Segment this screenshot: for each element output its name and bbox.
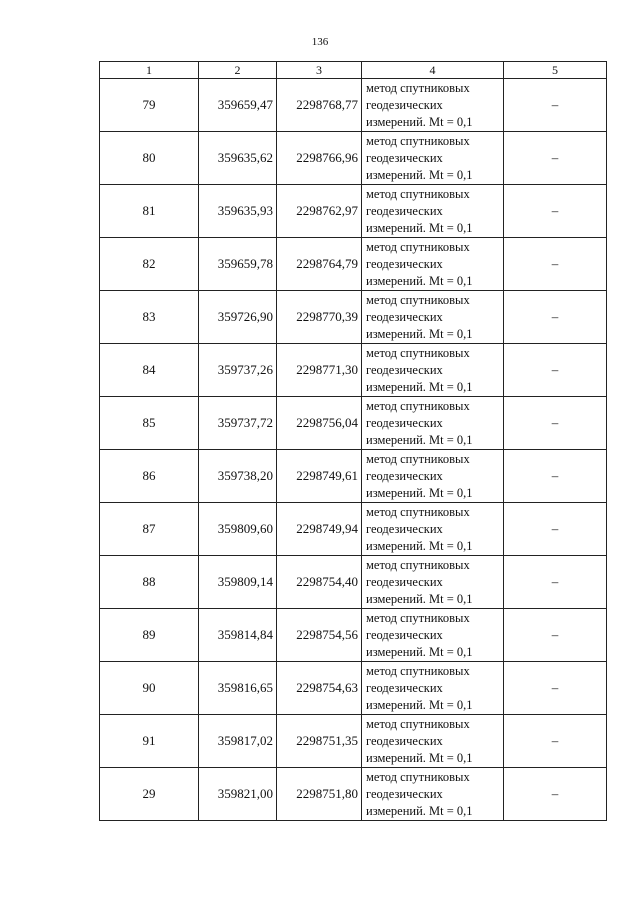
note-cell: – [504, 768, 607, 821]
note-cell: – [504, 79, 607, 132]
point-number-cell: 81 [100, 185, 199, 238]
table-row [100, 185, 607, 238]
method-line: метод спутниковых [366, 663, 470, 678]
method-line: метод спутниковых [366, 504, 470, 519]
point-number-cell: 89 [100, 609, 199, 662]
point-number-cell: 80 [100, 132, 199, 185]
x-coordinate-cell: 359821,00 [199, 768, 277, 821]
x-coordinate-cell: 359635,62 [199, 132, 277, 185]
note-cell: – [504, 662, 607, 715]
table-header [100, 62, 607, 79]
table-row [100, 397, 607, 450]
method-cell [362, 450, 504, 503]
table-row [100, 132, 607, 185]
x-coordinate-cell: 359738,20 [199, 450, 277, 503]
method-line: измерений. Mt = 0,1 [366, 114, 473, 129]
x-coordinate-cell: 359737,72 [199, 397, 277, 450]
point-number-cell: 86 [100, 450, 199, 503]
method-line: геодезических [366, 627, 443, 642]
y-coordinate-cell: 2298764,79 [277, 238, 362, 291]
point-number-cell: 90 [100, 662, 199, 715]
method-cell [362, 185, 504, 238]
table-row [100, 715, 607, 768]
y-coordinate-cell: 2298749,61 [277, 450, 362, 503]
x-coordinate-cell: 359809,14 [199, 556, 277, 609]
note-cell: – [504, 397, 607, 450]
method-cell [362, 79, 504, 132]
note-cell: – [504, 556, 607, 609]
table-row [100, 609, 607, 662]
header-col-1: 1 [100, 62, 199, 79]
header-col-2: 2 [199, 62, 277, 79]
x-coordinate-cell: 359737,26 [199, 344, 277, 397]
method-line: измерений. Mt = 0,1 [366, 379, 473, 394]
method-line: метод спутниковых [366, 133, 470, 148]
method-line: измерений. Mt = 0,1 [366, 273, 473, 288]
table-row [100, 768, 607, 821]
method-line: измерений. Mt = 0,1 [366, 485, 473, 500]
method-line: метод спутниковых [366, 557, 470, 572]
method-line: измерений. Mt = 0,1 [366, 644, 473, 659]
method-line: метод спутниковых [366, 239, 470, 254]
table-body [100, 79, 607, 821]
y-coordinate-cell: 2298754,40 [277, 556, 362, 609]
y-coordinate-cell: 2298762,97 [277, 185, 362, 238]
table-row [100, 238, 607, 291]
table-row [100, 662, 607, 715]
method-line: метод спутниковых [366, 451, 470, 466]
method-cell [362, 132, 504, 185]
y-coordinate-cell: 2298749,94 [277, 503, 362, 556]
method-line: метод спутниковых [366, 292, 470, 307]
method-cell [362, 344, 504, 397]
note-cell: – [504, 185, 607, 238]
table-row [100, 291, 607, 344]
method-line: метод спутниковых [366, 345, 470, 360]
method-cell [362, 609, 504, 662]
method-cell [362, 503, 504, 556]
method-cell [362, 662, 504, 715]
point-number-cell: 84 [100, 344, 199, 397]
point-number-cell: 87 [100, 503, 199, 556]
method-cell [362, 556, 504, 609]
method-line: геодезических [366, 786, 443, 801]
y-coordinate-cell: 2298751,80 [277, 768, 362, 821]
method-line: измерений. Mt = 0,1 [366, 326, 473, 341]
y-coordinate-cell: 2298756,04 [277, 397, 362, 450]
method-line: геодезических [366, 468, 443, 483]
method-line: измерений. Mt = 0,1 [366, 697, 473, 712]
method-cell [362, 397, 504, 450]
method-line: измерений. Mt = 0,1 [366, 538, 473, 553]
method-line: геодезических [366, 150, 443, 165]
method-line: геодезических [366, 203, 443, 218]
point-number-cell: 29 [100, 768, 199, 821]
method-line: измерений. Mt = 0,1 [366, 167, 473, 182]
method-line: геодезических [366, 256, 443, 271]
method-line: измерений. Mt = 0,1 [366, 803, 473, 818]
table-row [100, 450, 607, 503]
method-cell [362, 715, 504, 768]
note-cell: – [504, 609, 607, 662]
header-row [100, 62, 607, 79]
point-number-cell: 82 [100, 238, 199, 291]
page-number: 136 [311, 36, 329, 48]
note-cell: – [504, 344, 607, 397]
method-line: геодезических [366, 574, 443, 589]
note-cell: – [504, 291, 607, 344]
point-number-cell: 88 [100, 556, 199, 609]
point-number-cell: 91 [100, 715, 199, 768]
method-line: геодезических [366, 680, 443, 695]
method-line: метод спутниковых [366, 186, 470, 201]
table-row [100, 79, 607, 132]
y-coordinate-cell: 2298771,30 [277, 344, 362, 397]
point-number-cell: 79 [100, 79, 199, 132]
point-number-cell: 85 [100, 397, 199, 450]
method-cell [362, 238, 504, 291]
method-line: метод спутниковых [366, 769, 470, 784]
method-line: геодезических [366, 521, 443, 536]
x-coordinate-cell: 359659,78 [199, 238, 277, 291]
method-line: метод спутниковых [366, 610, 470, 625]
note-cell: – [504, 132, 607, 185]
x-coordinate-cell: 359814,84 [199, 609, 277, 662]
method-line: измерений. Mt = 0,1 [366, 750, 473, 765]
method-line: геодезических [366, 309, 443, 324]
method-line: метод спутниковых [366, 716, 470, 731]
y-coordinate-cell: 2298766,96 [277, 132, 362, 185]
note-cell: – [504, 503, 607, 556]
method-line: измерений. Mt = 0,1 [366, 432, 473, 447]
method-line: геодезических [366, 362, 443, 377]
point-number-cell: 83 [100, 291, 199, 344]
table-row [100, 503, 607, 556]
method-line: измерений. Mt = 0,1 [366, 591, 473, 606]
y-coordinate-cell: 2298754,63 [277, 662, 362, 715]
method-line: геодезических [366, 733, 443, 748]
header-col-4: 4 [362, 62, 504, 79]
x-coordinate-cell: 359816,65 [199, 662, 277, 715]
note-cell: – [504, 238, 607, 291]
method-cell [362, 768, 504, 821]
method-cell [362, 291, 504, 344]
header-col-5: 5 [504, 62, 607, 79]
note-cell: – [504, 450, 607, 503]
x-coordinate-cell: 359817,02 [199, 715, 277, 768]
x-coordinate-cell: 359809,60 [199, 503, 277, 556]
method-line: метод спутниковых [366, 398, 470, 413]
table-row [100, 556, 607, 609]
method-line: метод спутниковых [366, 80, 470, 95]
note-cell: – [504, 715, 607, 768]
y-coordinate-cell: 2298770,39 [277, 291, 362, 344]
method-line: измерений. Mt = 0,1 [366, 220, 473, 235]
x-coordinate-cell: 359659,47 [199, 79, 277, 132]
y-coordinate-cell: 2298768,77 [277, 79, 362, 132]
x-coordinate-cell: 359726,90 [199, 291, 277, 344]
table-row [100, 344, 607, 397]
y-coordinate-cell: 2298754,56 [277, 609, 362, 662]
method-line: геодезических [366, 415, 443, 430]
y-coordinate-cell: 2298751,35 [277, 715, 362, 768]
method-line: геодезических [366, 97, 443, 112]
coordinates-table [99, 61, 607, 821]
x-coordinate-cell: 359635,93 [199, 185, 277, 238]
header-col-3: 3 [277, 62, 362, 79]
